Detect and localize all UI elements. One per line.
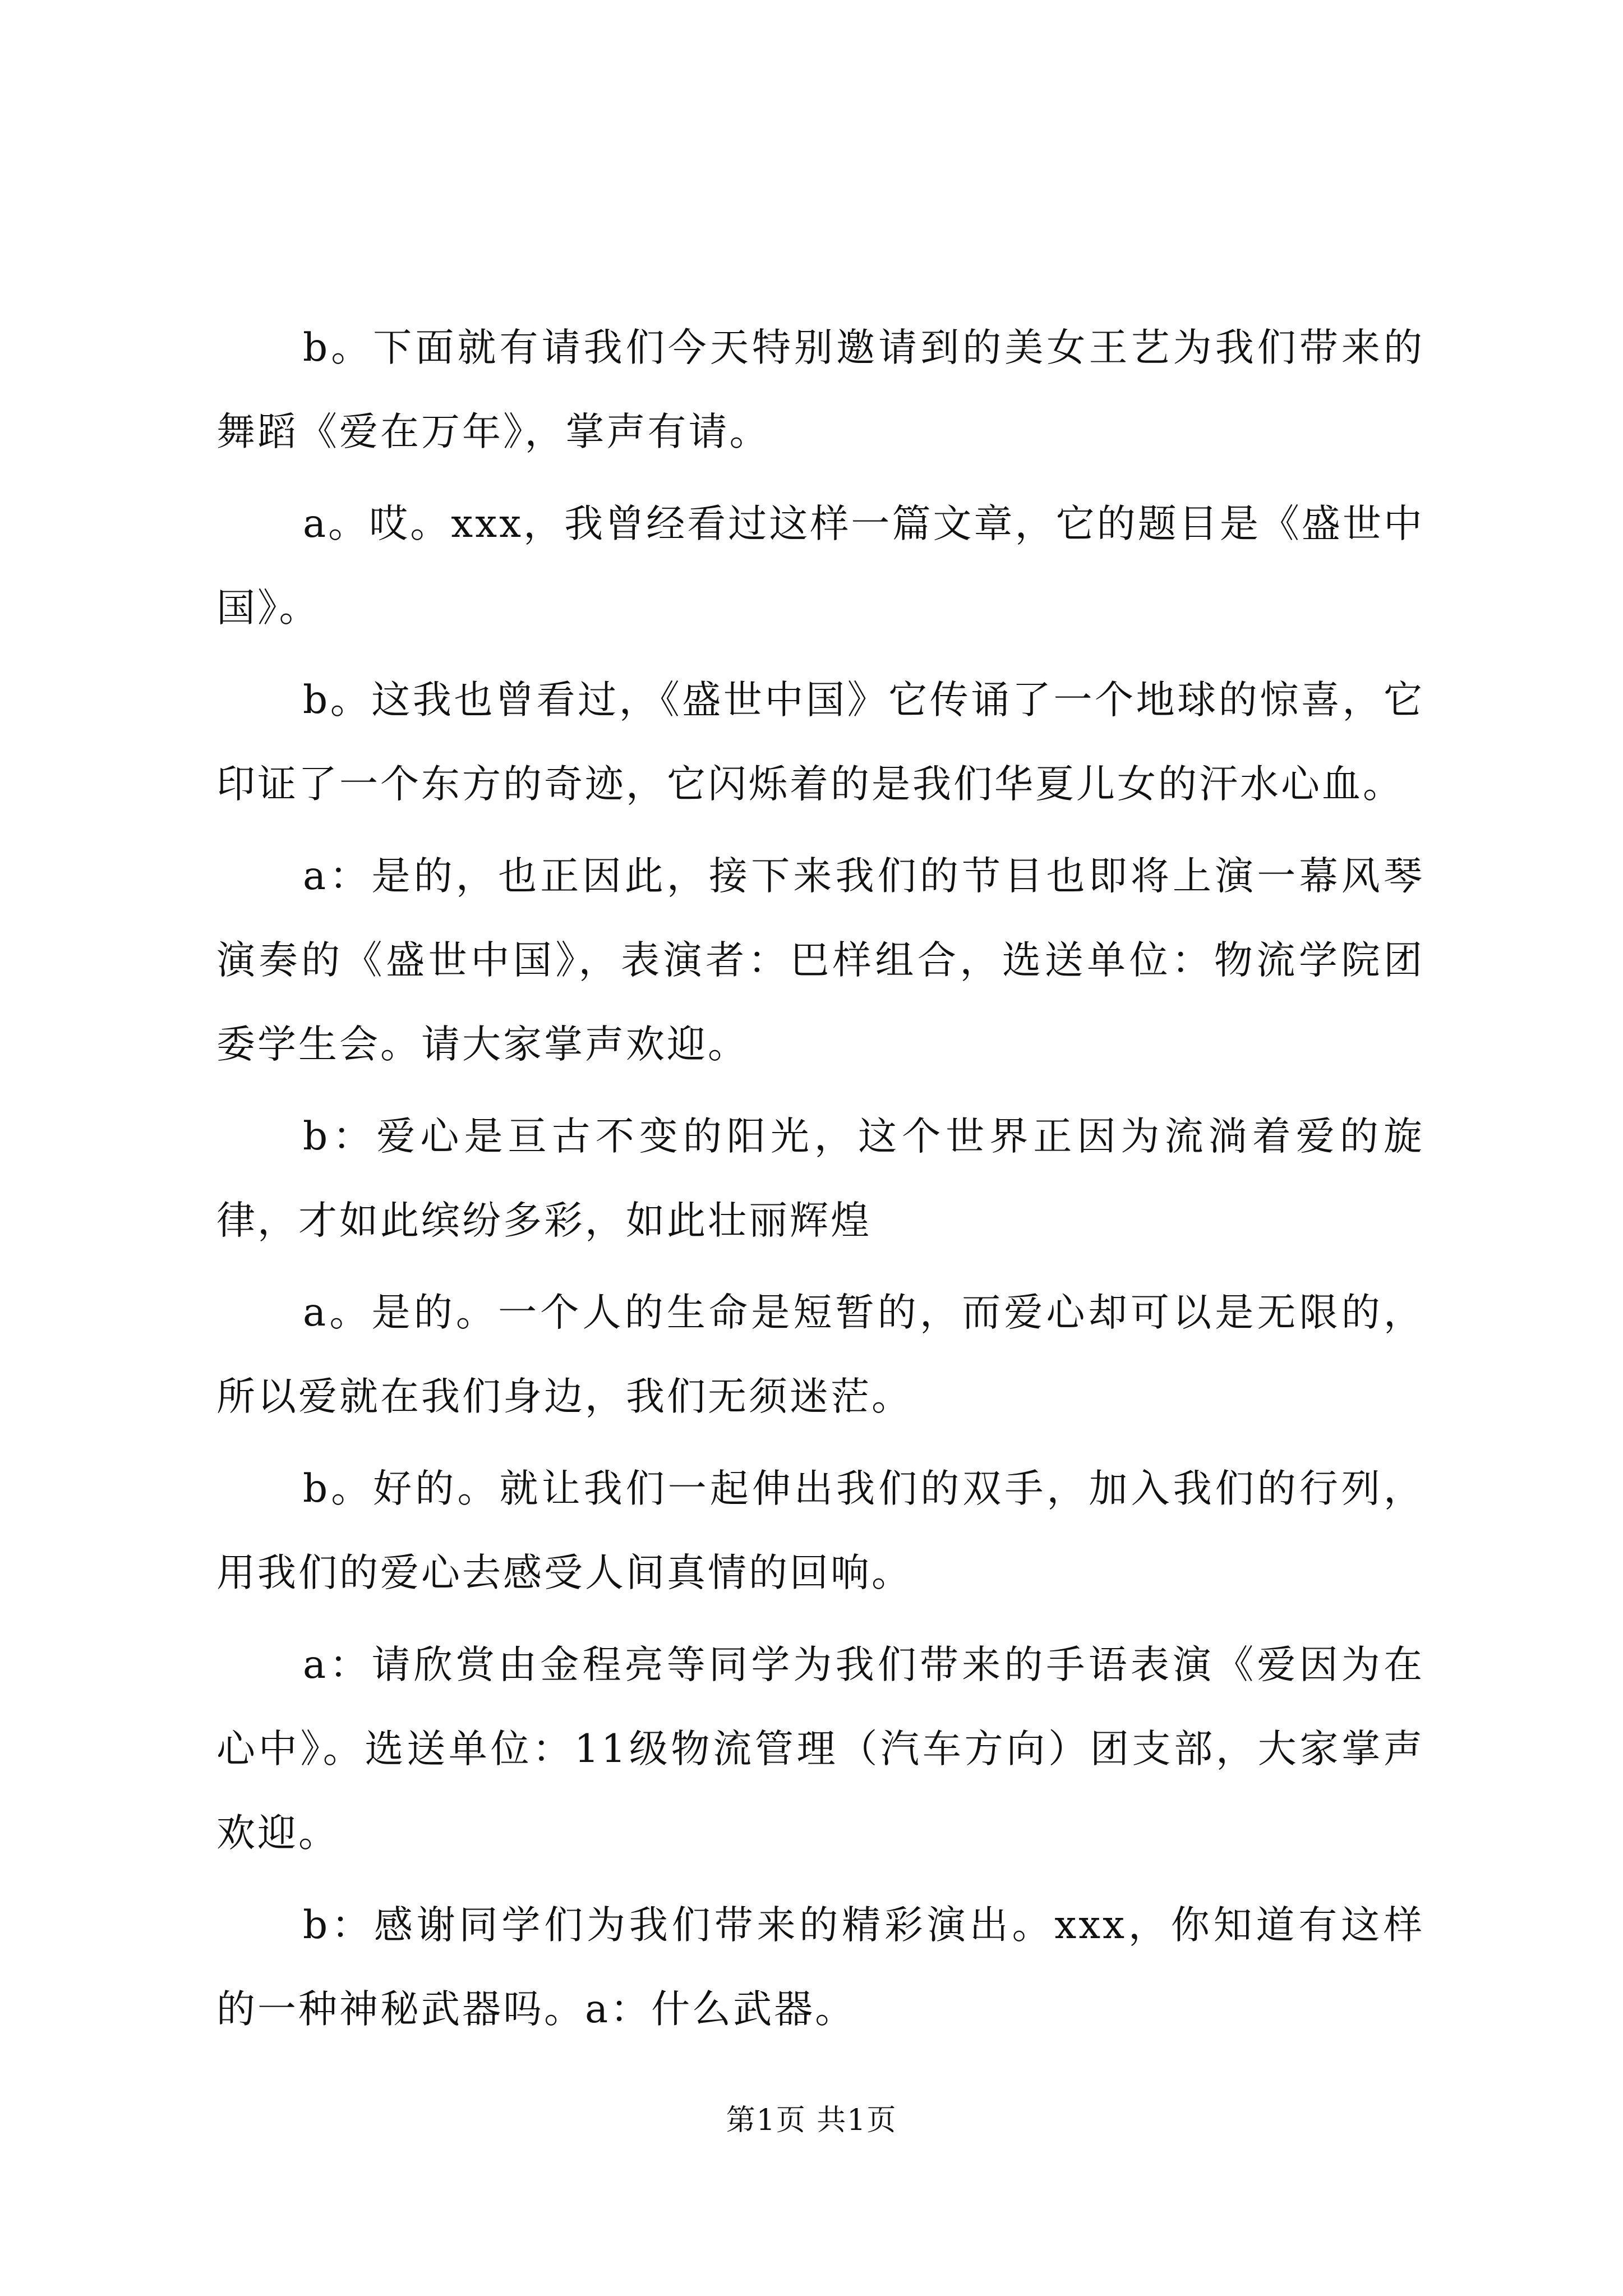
paragraph: b。好的。就让我们一起伸出我们的双手，加入我们的行列，用我们的爱心去感受人间真情的回响。 xyxy=(216,1466,1424,1595)
paragraph: b。下面就有请我们今天特别邀请到的美女王艺为我们带来的舞蹈《爱在万年》，掌声有请。 xyxy=(216,325,1424,454)
paragraph: a：请欣赏由金程亮等同学为我们带来的手语表演《爱因为在心中》。选送单位：11级物流管理（汽车方向）团支部，大家掌声欢迎。 xyxy=(216,1642,1424,1856)
paragraph: b：爱心是亘古不变的阳光，这个世界正因为流淌着爱的旋律，才如此缤纷多彩，如此壮丽辉煌 xyxy=(216,1114,1424,1243)
page-footer: 第1页 共1页 xyxy=(726,2104,897,2137)
paragraph: a。是的。一个人的生命是短暂的，而爱心却可以是无限的，所以爱就在我们身边，我们无须迷茫。 xyxy=(216,1290,1424,1419)
paragraph: a。哎。xxx，我曾经看过这样一篇文章，它的题目是《盛世中国》。 xyxy=(216,501,1424,631)
paragraph: a：是的，也正因此，接下来我们的节目也即将上演一幕风琴演奏的《盛世中国》，表演者：巴样组合，选送单位：物流学院团委学生会。请大家掌声欢迎。 xyxy=(216,854,1424,1067)
document-body xyxy=(216,306,1424,2059)
paragraph: b。这我也曾看过，《盛世中国》它传诵了一个地球的惊喜，它印证了一个东方的奇迹，它闪烁着的是我们华夏儿女的汗水心血。 xyxy=(216,678,1424,807)
paragraph: b：感谢同学们为我们带来的精彩演出。xxx，你知道有这样的一种神秘武器吗。a：什么武器。 xyxy=(216,1903,1424,2032)
